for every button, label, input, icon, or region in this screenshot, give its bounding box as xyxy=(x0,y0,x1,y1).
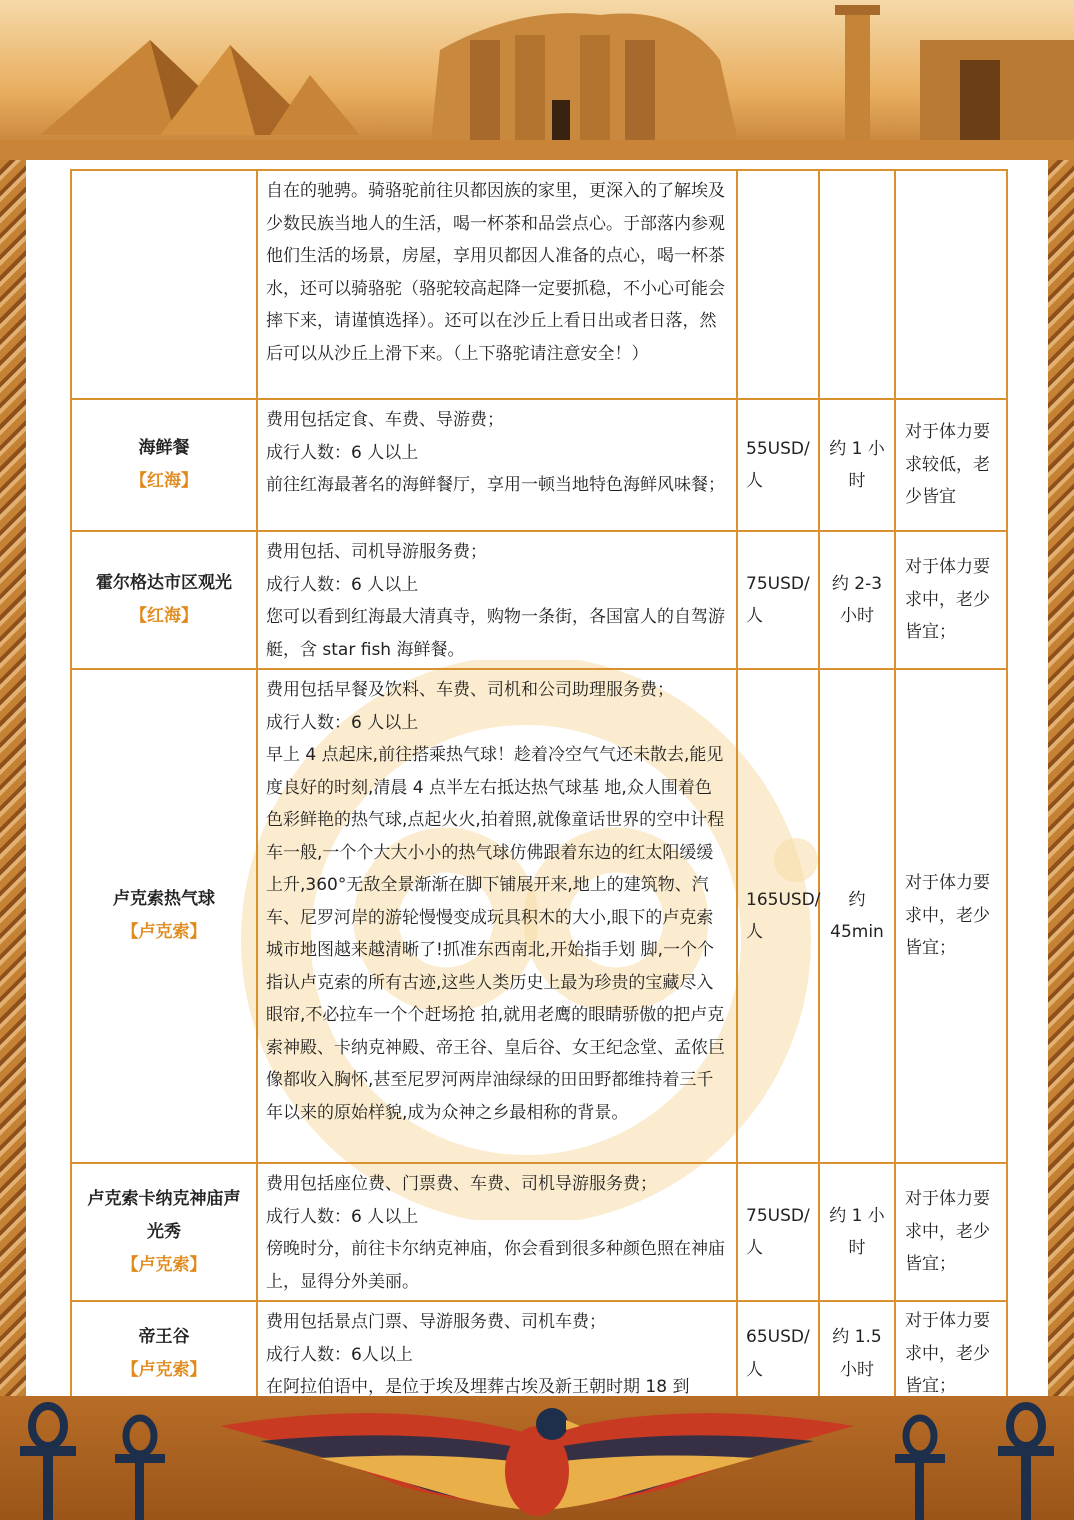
excursion-location: 【卢克索】 xyxy=(121,1359,207,1380)
description-line: 成行人数：6 人以上 xyxy=(266,1206,419,1227)
excursion-fitness-note xyxy=(895,170,1007,399)
excursion-duration: 约 2-3 小时 xyxy=(819,531,895,669)
excursion-name-cell xyxy=(71,1301,257,1396)
excursion-description xyxy=(257,399,737,531)
right-decorative-border xyxy=(1048,160,1074,1410)
footer-banner xyxy=(0,1396,1074,1520)
excursion-price: 165USD/人 xyxy=(737,669,819,1163)
excursion-name: 海鲜餐 xyxy=(138,438,190,458)
table-row xyxy=(71,531,1007,669)
excursion-price: 75USD/人 xyxy=(737,531,819,669)
excursion-duration: 约 1 小时 xyxy=(819,1163,895,1301)
table-row xyxy=(71,399,1007,531)
egypt-scene-illustration xyxy=(0,0,1074,170)
document-page xyxy=(26,160,1048,1396)
excursion-name-cell xyxy=(71,170,257,399)
excursion-description xyxy=(257,1163,737,1301)
excursion-table xyxy=(70,169,1008,1396)
excursion-location: 【卢克索】 xyxy=(121,1254,207,1275)
excursion-location: 【红海】 xyxy=(130,606,198,626)
excursion-fitness-note: 对于体力要求中，老少皆宜； xyxy=(895,1163,1007,1301)
excursion-name-cell xyxy=(71,531,257,669)
excursion-location: 【卢克索】 xyxy=(121,922,207,942)
description-line: 费用包括景点门票、导游服务费、司机车费； xyxy=(266,1312,606,1332)
table-row xyxy=(71,669,1007,1163)
excursion-name: 卢克索卡纳克神庙声光秀 xyxy=(87,1188,241,1242)
description-line: 成行人数：6 人以上 xyxy=(266,574,419,595)
excursion-name: 卢克索热气球 xyxy=(113,889,215,909)
excursion-price: 65USD/人 xyxy=(737,1301,819,1396)
excursion-fitness-note: 对于体力要求中，老少皆宜； xyxy=(895,669,1007,1163)
description-line: 早上 4 点起床,前往搭乘热气球！趁着冷空气气还未散去,能见度良好的时刻,清晨 4 点半左右抵达热气球基 地,众人围着色色彩鲜艳的热气球,点起火火,拍着照,就像童话世界的空中计程车一般,一个个大大小小的热气球仿佛跟着东边的红太阳缓缓上升,360°无敌全景渐渐在脚下铺展开来,地上的建筑物、汽车、尼罗河岸的游轮慢慢变成玩具积木的大小,眼下的卢克索城市地图越来越清晰了!抓准东西南北,开始指手划 脚,一个个指认卢克索的所有古迹,这些人类历史上最为珍贵的宝藏尽入眼帘,不必拉车一个个赶场抢 拍,就用老鹰的眼睛骄傲的把卢克索神殿、卡纳克神殿、帝王谷、皇后谷、女王纪念堂、孟侬巨像都收入胸怀,甚至尼罗河两岸油绿绿的田田野都维持着三千年以来的原始样貌,成为众神之乡最相称的背景。 xyxy=(266,745,725,1123)
description-line: 成行人数：6 人以上 xyxy=(266,712,419,733)
excursion-description xyxy=(257,669,737,1163)
excursion-duration: 约 45min xyxy=(819,669,895,1163)
excursion-name: 霍尔格达市区观光 xyxy=(96,573,232,593)
excursion-price: 75USD/人 xyxy=(737,1163,819,1301)
description-line: 您可以看到红海最大清真寺，购物一条街，各国富人的自驾游艇，含 star fish 海鲜餐。 xyxy=(266,607,725,660)
excursion-fitness-note: 对于体力要求中，老少皆宜； xyxy=(895,1301,1007,1396)
description-line: 在阿拉伯语中，是位于埃及埋葬古埃及新王朝时期 18 到 xyxy=(266,1377,690,1396)
excursion-duration: 约 1.5 小时 xyxy=(819,1301,895,1396)
excursion-description xyxy=(257,170,737,399)
excursion-name: 帝王谷 xyxy=(138,1326,190,1347)
description-line: 费用包括座位费、门票费、车费、司机导游服务费； xyxy=(266,1174,657,1194)
excursion-description xyxy=(257,531,737,669)
description-line: 自在的驰骋。骑骆驼前往贝都因族的家里，更深入的了解埃及少数民族当地人的生活，喝一杯茶和品尝点心。于部落内参观他们生活的场景，房屋，享用贝都因人准备的点心，喝一杯茶水，还可以骑骆驼（骆驼较高起降一定要抓稳，不小心可能会摔下来，请谨慎选择）。还可以在沙丘上看日出或者日落，然后可以从沙丘上滑下来。（上下骆驼请注意安全！） xyxy=(266,181,725,364)
description-line: 前往红海最著名的海鲜餐厅，享用一顿当地特色海鲜风味餐； xyxy=(266,475,725,495)
excursion-name-cell xyxy=(71,1163,257,1301)
description-line: 费用包括、司机导游服务费； xyxy=(266,542,487,562)
description-line: 成行人数：6 人以上 xyxy=(266,442,419,463)
header-banner xyxy=(0,0,1074,170)
excursion-duration: 约 1 小时 xyxy=(819,399,895,531)
excursion-duration xyxy=(819,170,895,399)
excursion-price: 55USD/人 xyxy=(737,399,819,531)
excursion-fitness-note: 对于体力要求中，老少皆宜； xyxy=(895,531,1007,669)
description-line: 傍晚时分，前往卡尔纳克神庙，你会看到很多种颜色照在神庙上，显得分外美丽。 xyxy=(266,1239,725,1292)
table-row xyxy=(71,170,1007,399)
description-line: 费用包括早餐及饮料、车费、司机和公司助理服务费； xyxy=(266,680,674,700)
excursion-name-cell xyxy=(71,399,257,531)
excursion-fitness-note: 对于体力要求较低，老少皆宜 xyxy=(895,399,1007,531)
table-row xyxy=(71,1301,1007,1396)
excursion-price xyxy=(737,170,819,399)
table-row xyxy=(71,1163,1007,1301)
excursion-name-cell xyxy=(71,669,257,1163)
left-decorative-border xyxy=(0,160,26,1410)
excursion-location: 【红海】 xyxy=(130,471,198,491)
excursion-description xyxy=(257,1301,737,1396)
description-line: 费用包括定食、车费、导游费； xyxy=(266,410,504,430)
winged-falcon-illustration xyxy=(0,1396,1074,1520)
description-line: 成行人数：6人以上 xyxy=(266,1344,413,1365)
